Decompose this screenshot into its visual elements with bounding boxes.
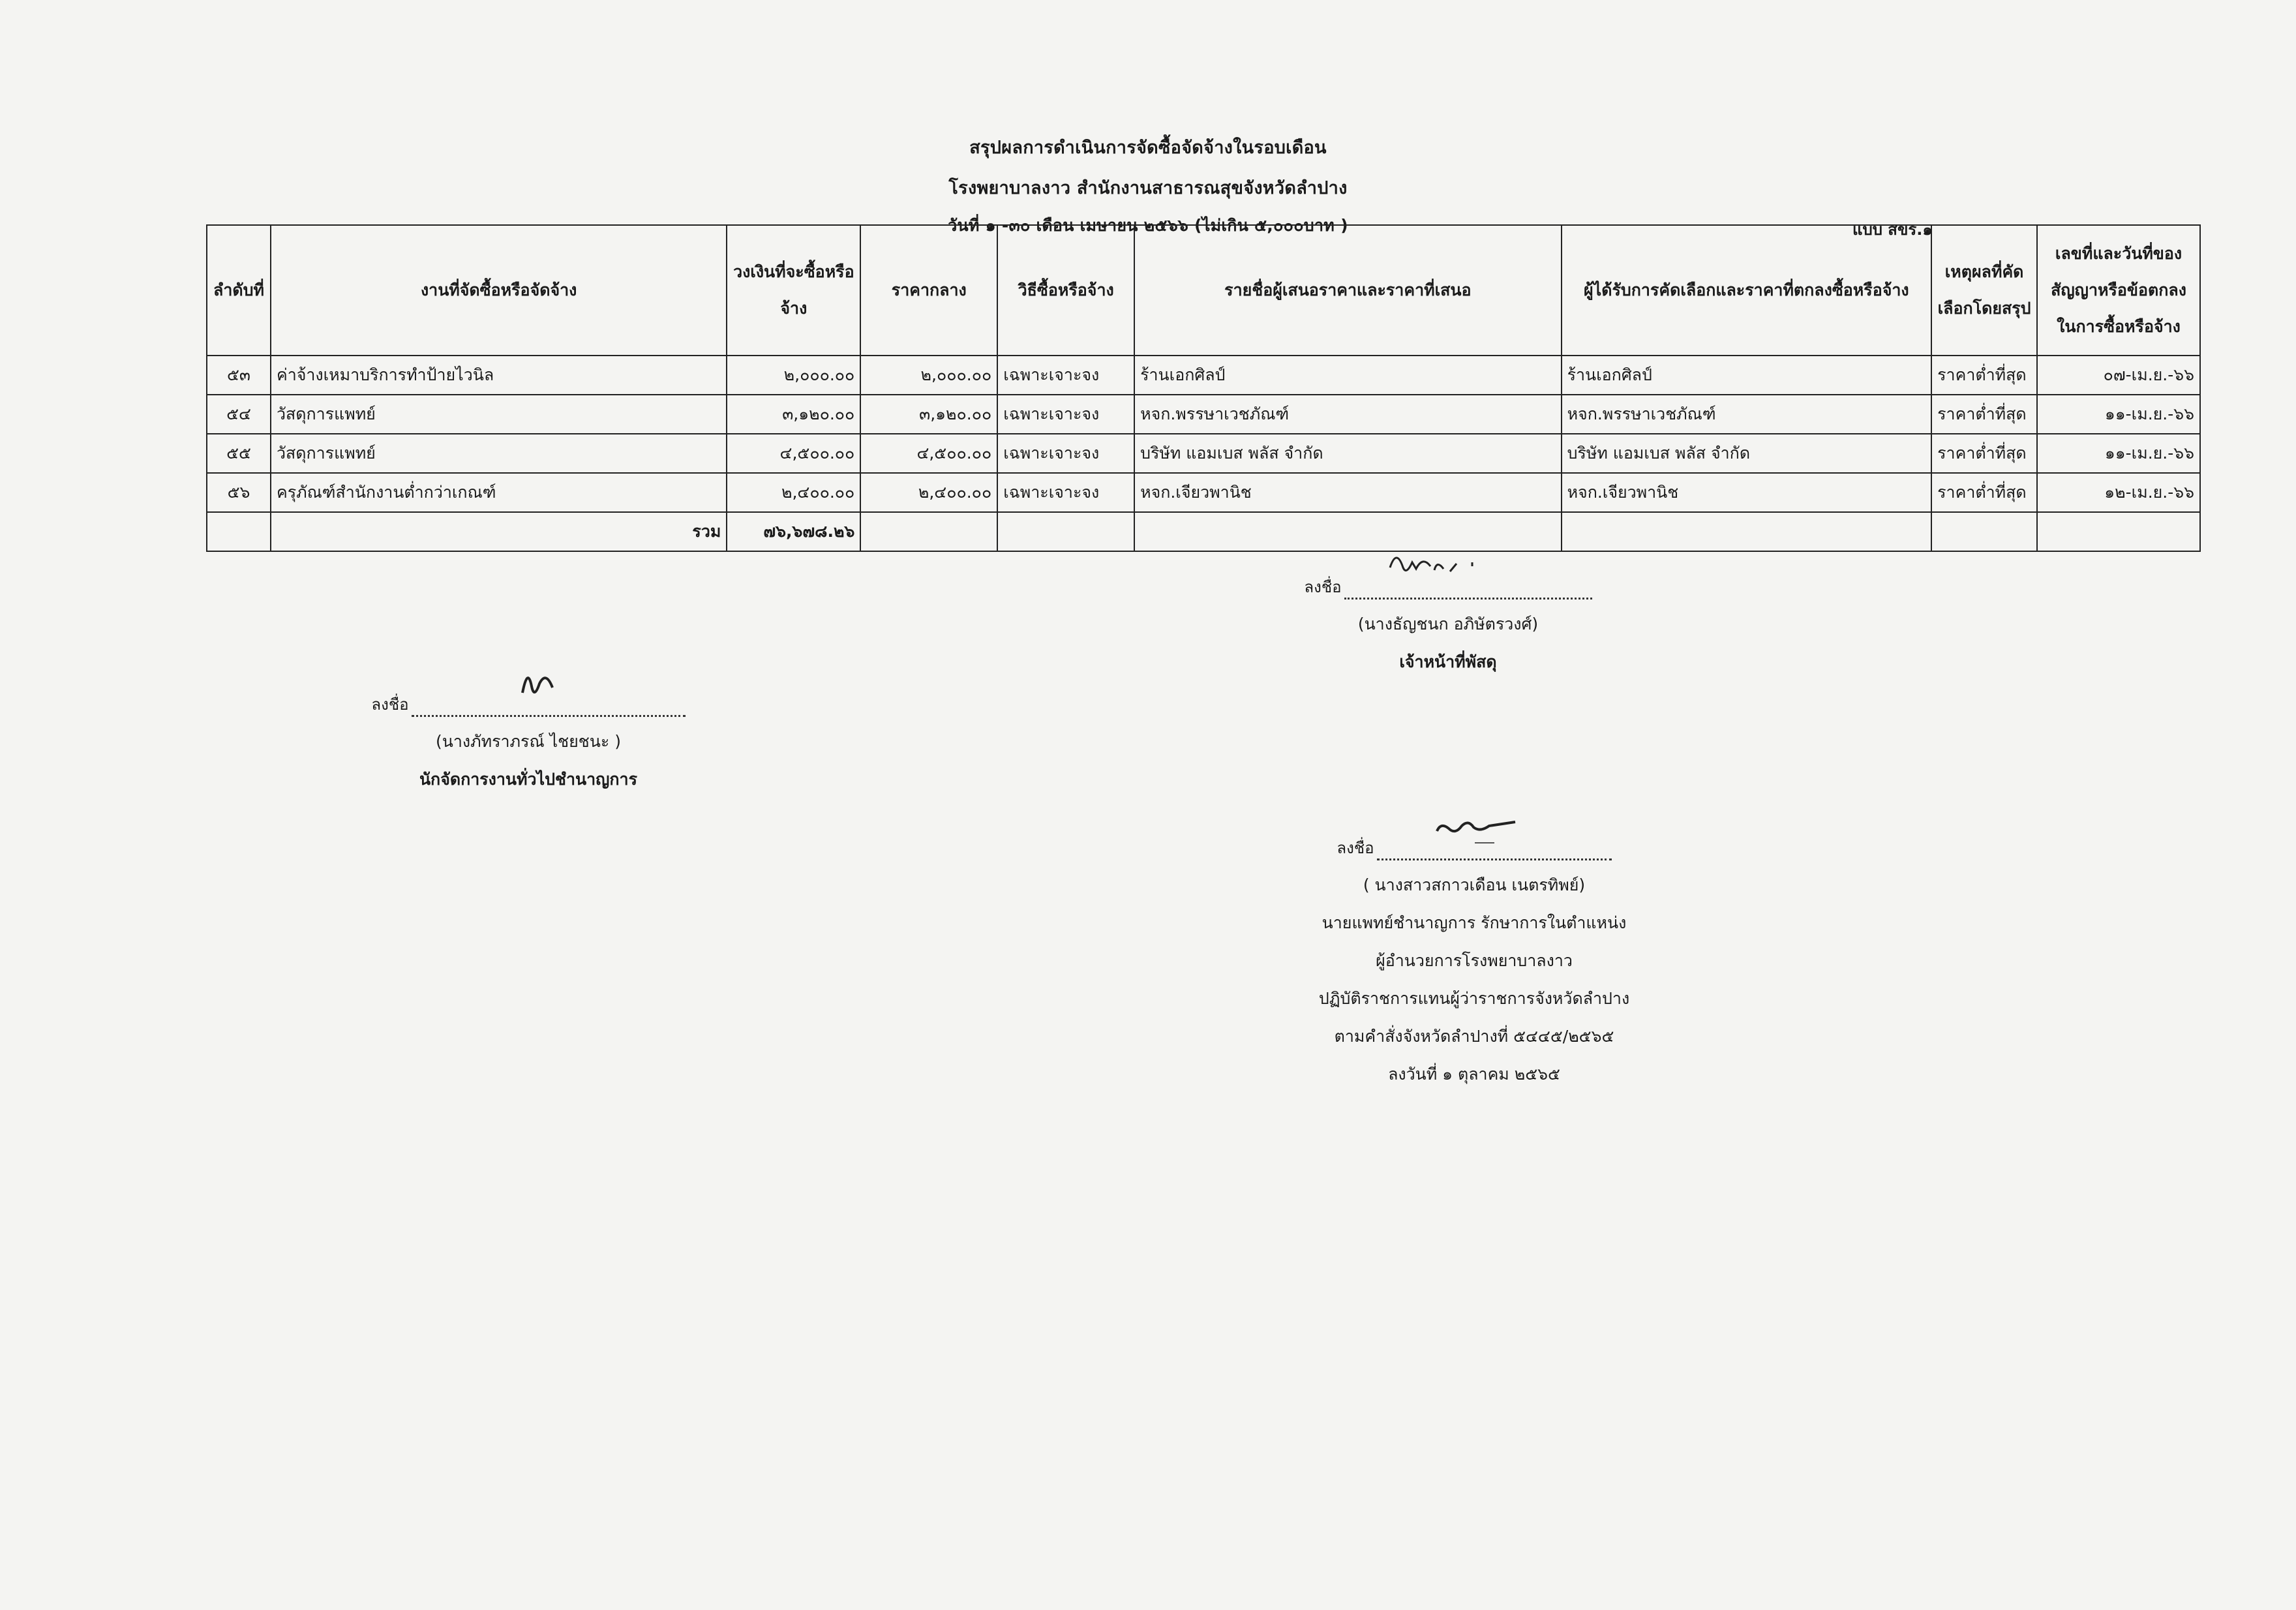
form-code: แบบ สขร.๑ bbox=[1852, 220, 1933, 239]
cell-reason: ราคาต่ำที่สุด bbox=[1931, 434, 2037, 473]
cell-bidder: หจก.พรรษาเวชภัณฑ์ bbox=[1134, 395, 1561, 434]
sign-label: ลงชื่อ bbox=[1337, 839, 1374, 857]
handwritten-signature bbox=[1429, 812, 1540, 851]
col-header-median: ราคากลาง bbox=[860, 225, 997, 356]
cell-no: ๕๓ bbox=[207, 356, 271, 395]
cell-winner: หจก.เจียวพานิช bbox=[1562, 473, 1932, 512]
cell-winner: หจก.พรรษาเวชภัณฑ์ bbox=[1562, 395, 1932, 434]
report-period: วันที่ ๑ -๓๐ เดือน เมษายน ๒๕๖๖ (ไม่เกิน ๕,๐๐๐บาท ) bbox=[948, 216, 1348, 235]
table-row bbox=[207, 395, 2200, 434]
cell-reason: ราคาต่ำที่สุด bbox=[1931, 356, 2037, 395]
cell-item: ครุภัณฑ์สำนักงานต่ำกว่าเกณฑ์ bbox=[271, 473, 727, 512]
director-signature-block bbox=[1278, 835, 1670, 1087]
cell-bidder: หจก.เจียวพานิช bbox=[1134, 473, 1561, 512]
table-row bbox=[207, 356, 2200, 395]
table-header-row bbox=[207, 225, 2200, 356]
cell-empty bbox=[1931, 512, 2037, 551]
cell-item: วัสดุการแพทย์ bbox=[271, 395, 727, 434]
col-header-item: งานที่จัดซื้อหรือจัดจ้าง bbox=[271, 225, 727, 356]
cell-empty bbox=[997, 512, 1134, 551]
cell-median: ๔,๕๐๐.๐๐ bbox=[860, 434, 997, 473]
cell-method: เฉพาะเจาะจง bbox=[997, 434, 1134, 473]
cell-budget: ๒,๐๐๐.๐๐ bbox=[727, 356, 860, 395]
col-header-method: วิธีซื้อหรือจ้าง bbox=[997, 225, 1134, 356]
cell-median: ๒,๐๐๐.๐๐ bbox=[860, 356, 997, 395]
staff-position: นักจัดการงานทั่วไปชำนาญการ bbox=[419, 770, 638, 789]
cell-reason: ราคาต่ำที่สุด bbox=[1931, 395, 2037, 434]
handwritten-signature bbox=[1383, 541, 1514, 587]
table-row bbox=[207, 434, 2200, 473]
col-header-bidder: รายชื่อผู้เสนอราคาและราคาที่เสนอ bbox=[1134, 225, 1561, 356]
cell-empty bbox=[1562, 512, 1932, 551]
table-total-row bbox=[207, 512, 2200, 551]
cell-item: ค่าจ้างเหมาบริการทำป้ายไวนิล bbox=[271, 356, 727, 395]
col-header-reason: เหตุผลที่คัดเลือกโดยสรุป bbox=[1931, 225, 2037, 356]
director-line: ปฏิบัติราชการแทนผู้ว่าราชการจังหวัดลำปาง bbox=[1318, 989, 1630, 1008]
director-name: ( นางสาวสกาวเดือน เนตรทิพย์) bbox=[1363, 875, 1586, 894]
document-title: สรุปผลการดำเนินการจัดซื้อจัดจ้างในรอบเดือน bbox=[969, 138, 1327, 158]
director-line: ผู้อำนวยการโรงพยาบาลงาว bbox=[1376, 951, 1573, 970]
col-header-winner: ผู้ได้รับการคัดเลือกและราคาที่ตกลงซื้อหรือจ้าง bbox=[1562, 225, 1932, 356]
cell-budget: ๒,๔๐๐.๐๐ bbox=[727, 473, 860, 512]
cell-no: ๕๔ bbox=[207, 395, 271, 434]
cell-no: ๕๖ bbox=[207, 473, 271, 512]
cell-empty bbox=[860, 512, 997, 551]
handwritten-signature bbox=[509, 660, 588, 706]
cell-contract: ๑๑-เม.ย.-๖๖ bbox=[2037, 434, 2200, 473]
staff-signature-block bbox=[352, 691, 704, 793]
cell-median: ๒,๔๐๐.๐๐ bbox=[860, 473, 997, 512]
staff-name: (นางภัทราภรณ์ ไชยชนะ ) bbox=[436, 732, 621, 751]
cell-item: วัสดุการแพทย์ bbox=[271, 434, 727, 473]
director-line: ตามคำสั่งจังหวัดลำปางที่ ๕๔๔๕/๒๕๖๕ bbox=[1334, 1027, 1614, 1046]
cell-empty bbox=[2037, 512, 2200, 551]
col-header-contract: เลขที่และวันที่ของสัญญาหรือข้อตกลงในการซื้อหรือจ้าง bbox=[2037, 225, 2200, 356]
sign-label: ลงชื่อ bbox=[371, 695, 409, 714]
cell-method: เฉพาะเจาะจง bbox=[997, 356, 1134, 395]
cell-bidder: บริษัท แอมเบส พลัส จำกัด bbox=[1134, 434, 1561, 473]
total-label: รวม bbox=[271, 512, 727, 551]
cell-contract: ๐๗-เม.ย.-๖๖ bbox=[2037, 356, 2200, 395]
agency-name: โรงพยาบาลงาว สำนักงานสาธารณสุขจังหวัดลำปาง bbox=[948, 178, 1348, 198]
officer-signature-block bbox=[1278, 574, 1618, 675]
table-row bbox=[207, 473, 2200, 512]
cell-method: เฉพาะเจาะจง bbox=[997, 395, 1134, 434]
cell-median: ๓,๑๒๐.๐๐ bbox=[860, 395, 997, 434]
procurement-table bbox=[206, 224, 2201, 552]
cell-empty bbox=[207, 512, 271, 551]
cell-method: เฉพาะเจาะจง bbox=[997, 473, 1134, 512]
cell-contract: ๑๒-เม.ย.-๖๖ bbox=[2037, 473, 2200, 512]
cell-contract: ๑๑-เม.ย.-๖๖ bbox=[2037, 395, 2200, 434]
total-value: ๗๖,๖๗๘.๒๖ bbox=[727, 512, 860, 551]
director-line: นายแพทย์ชำนาญการ รักษาการในตำแหน่ง bbox=[1322, 913, 1627, 932]
cell-winner: ร้านเอกศิลป์ bbox=[1562, 356, 1932, 395]
officer-position: เจ้าหน้าที่พัสดุ bbox=[1399, 652, 1497, 671]
cell-winner: บริษัท แอมเบส พลัส จำกัด bbox=[1562, 434, 1932, 473]
director-line: ลงวันที่ ๑ ตุลาคม ๒๕๖๕ bbox=[1388, 1065, 1560, 1084]
cell-budget: ๓,๑๒๐.๐๐ bbox=[727, 395, 860, 434]
col-header-no: ลำดับที่ bbox=[207, 225, 271, 356]
cell-budget: ๔,๕๐๐.๐๐ bbox=[727, 434, 860, 473]
cell-reason: ราคาต่ำที่สุด bbox=[1931, 473, 2037, 512]
sign-label: ลงชื่อ bbox=[1304, 578, 1342, 596]
cell-no: ๕๕ bbox=[207, 434, 271, 473]
officer-name: (นางธัญชนก อภิษัตรวงศ์) bbox=[1357, 615, 1539, 633]
col-header-budget: วงเงินที่จะซื้อหรือจ้าง bbox=[727, 225, 860, 356]
cell-bidder: ร้านเอกศิลป์ bbox=[1134, 356, 1561, 395]
